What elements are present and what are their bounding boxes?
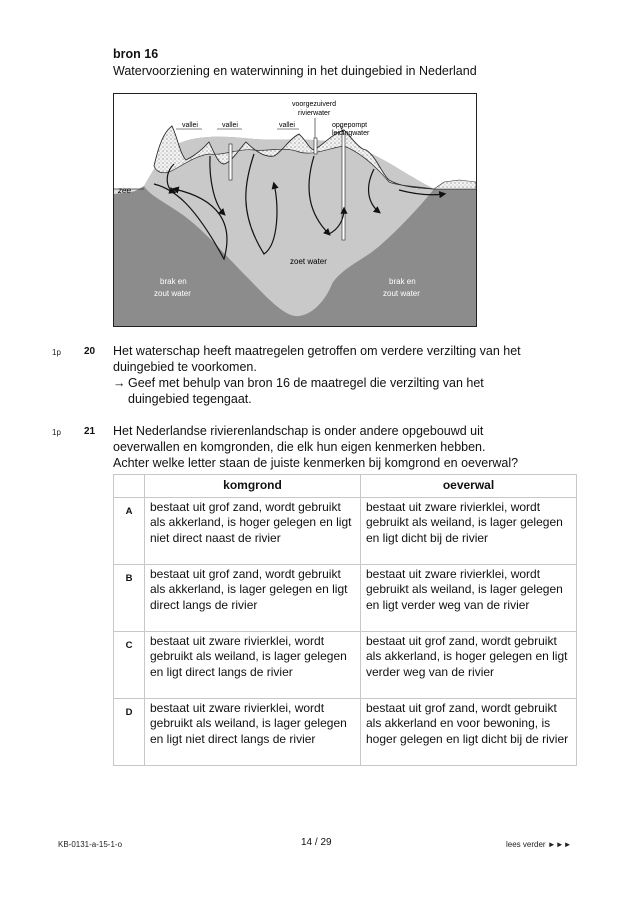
option-letter[interactable]: A — [114, 497, 145, 564]
q21-text — [113, 423, 583, 471]
vallei-label-2: vallei — [222, 122, 238, 129]
brak-right-label-1: brak en — [389, 277, 416, 286]
q20-instr-line-2: duingebied tegengaat. — [128, 392, 252, 406]
q20-arrow: → — [113, 376, 126, 390]
brak-left-label-2: zout water — [154, 289, 191, 298]
answer-table — [113, 474, 577, 766]
exam-code: KB-0131-a-15-1-o — [58, 840, 123, 849]
header-oeverwal: oeverwal — [361, 475, 577, 498]
leidingwater-label: leidingwater — [332, 130, 370, 137]
q21-line-1: Het Nederlandse rivierenlandschap is onder andere opgebouwd uit — [113, 424, 484, 438]
option-letter[interactable]: C — [114, 631, 145, 698]
komgrond-cell: bestaat uit zware rivierklei, wordt gebruikt als weiland, is lager gelegen en ligt direct langs de rivier — [145, 631, 361, 698]
brak-right-label-2: zout water — [383, 289, 420, 298]
option-letter[interactable]: B — [114, 564, 145, 631]
oeverwal-cell: bestaat uit zware rivierklei, wordt gebruikt als weiland, is lager gelegen en ligt dicht bij de rivier — [361, 497, 577, 564]
q21-points: 1p — [52, 428, 61, 437]
komgrond-cell: bestaat uit zware rivierklei, wordt gebruikt als weiland, is lager gelegen en ligt niet direct langs de rivier — [145, 698, 361, 765]
vallei-label-1: vallei — [182, 122, 198, 129]
well-pump — [342, 134, 345, 240]
option-letter[interactable]: D — [114, 698, 145, 765]
q20-instr-line-1: Geef met behulp van bron 16 de maatregel die verzilting van het — [128, 376, 484, 390]
zee-label: zee — [118, 186, 131, 195]
q20-instruction — [113, 375, 583, 407]
q20-line-1: Het waterschap heeft maatregelen getroffen om verdere verzilting van het — [113, 344, 521, 358]
table-row[interactable] — [114, 497, 577, 564]
q21-line-2: oeverwallen en komgronden, die elk hun eigen kenmerken hebben. — [113, 440, 486, 454]
rivierwater-label: rivierwater — [298, 110, 331, 117]
header-komgrond: komgrond — [145, 475, 361, 498]
vallei-label-3: vallei — [279, 122, 295, 129]
dune-water-figure — [113, 93, 477, 327]
zoet-water-label: zoet water — [290, 257, 327, 266]
oeverwal-cell: bestaat uit grof zand, wordt gebruikt als akkerland en voor bewoning, is hoger gelegen en ligt dicht bij de rivier — [361, 698, 577, 765]
source-subtitle: Watervoorziening en waterwinning in het duingebied in Nederland — [113, 64, 477, 78]
page-number: 14 / 29 — [301, 837, 332, 848]
table-row[interactable] — [114, 698, 577, 765]
well-infiltration — [314, 138, 317, 154]
opgepompt-label: opgepompt — [332, 122, 368, 129]
q20-number: 20 — [84, 346, 96, 357]
q21-line-3: Achter welke letter staan de juiste kenmerken bij komgrond en oeverwal? — [113, 456, 519, 470]
oeverwal-cell: bestaat uit zware rivierklei, wordt gebruikt als weiland, is lager gelegen en ligt verder weg van de rivier — [361, 564, 577, 631]
brak-left-label-1: brak en — [160, 277, 187, 286]
q20-text — [113, 343, 583, 407]
table-row[interactable] — [114, 631, 577, 698]
komgrond-cell: bestaat uit grof zand, wordt gebruikt als akkerland, is hoger gelegen en ligt niet direct naast de rivier — [145, 497, 361, 564]
source-title: bron 16 — [113, 47, 159, 61]
header-empty — [114, 475, 145, 498]
voorgezuiverd-label: voorgezuiverd — [292, 101, 336, 108]
q20-points: 1p — [52, 348, 61, 357]
table-row[interactable] — [114, 564, 577, 631]
q21-number: 21 — [84, 426, 96, 437]
table-header-row — [114, 475, 577, 498]
q20-line-2: duingebied te voorkomen. — [113, 360, 257, 374]
lees-verder: lees verder ►►► — [506, 840, 572, 849]
dune-cross-section-diagram — [114, 94, 476, 326]
oeverwal-cell: bestaat uit grof zand, wordt gebruikt als akkerland, is hoger gelegen en ligt verder weg van de rivier — [361, 631, 577, 698]
komgrond-cell: bestaat uit grof zand, wordt gebruikt als akkerland, is lager gelegen en ligt direct langs de rivier — [145, 564, 361, 631]
well-left — [229, 144, 232, 180]
